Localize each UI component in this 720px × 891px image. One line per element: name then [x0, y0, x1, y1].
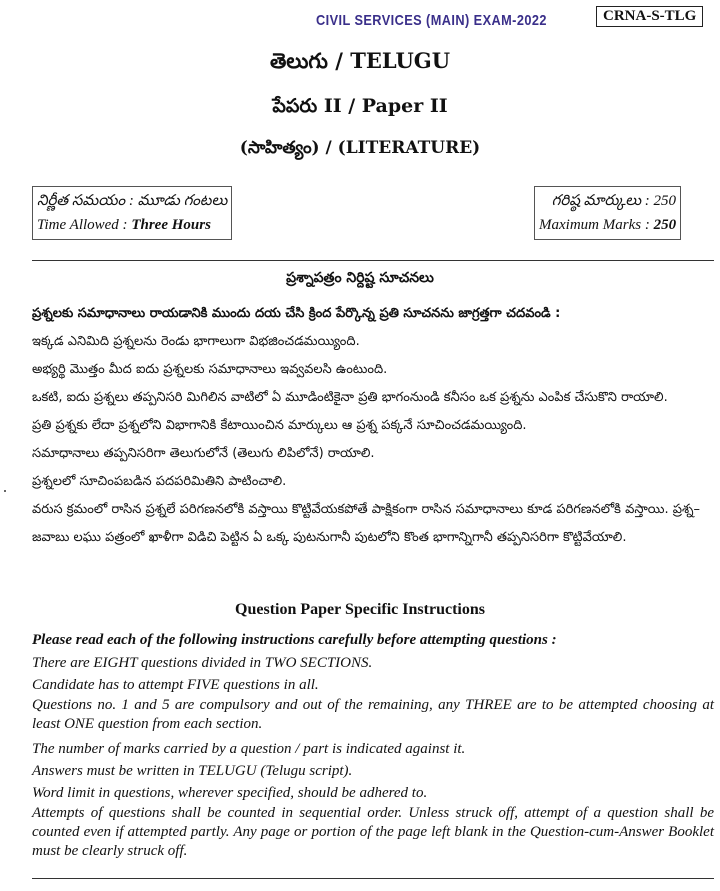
english-instruction: Attempts of questions shall be counted in sequential order. Unless struck off, attempt of a question shall be counted even if attempted partly. Any page or portion of the page left blank in the Question-cum-Answer Booklet must be clearly struck off.	[32, 805, 714, 859]
english-instructions-title: Question Paper Specific Instructions	[235, 601, 485, 618]
scan-speck	[4, 490, 6, 492]
telugu-instruction: ప్రతి ప్రశ్నకు లేదా ప్రశ్నలోని విభాగానికి కేటాయించిన మార్కులు ఆ ప్రశ్న పక్కనే సూచించడమయ్యింది.	[32, 418, 527, 433]
telugu-instruction: ఒకటి, ఐదు ప్రశ్నలు తప్పనిసరి మిగిలిన వాటిలో ఏ మూడింటికైనా ప్రతి భాగంనుండి కనీసం ఒక ప్రశ్నను ఎంపిక చేసుకొని రాయాలి.	[32, 390, 668, 405]
telugu-instruction: సమాధానాలు తప్పనిసరిగా తెలుగులోనే (తెలుగు లిపిలోనే) రాయాలి.	[32, 446, 375, 461]
page-title: తెలుగు / TELUGU	[269, 48, 451, 73]
paper-number: పేపరు II / Paper II	[272, 95, 448, 117]
telugu-instruction: వరుస క్రమంలో రాసిన ప్రశ్నలే పరిగణనలోకి వస్తాయి కొట్టివేయకపోతే పాక్షికంగా రాసిన సమాధానాలు కూడ పరిగణనలోకి వస్తాయి. ప్రశ్న–జవాబు లఘు పత్రంలో ఖాళీగా విడిచి పెట్టిన ఏ ఒక్క పుటనుగానీ పుటలోని కొంత భాగాన్నిగానీ తప్పనిసరిగా కొట్టివేయాలి.	[32, 502, 700, 545]
time-allowed-box	[32, 186, 232, 240]
english-instruction: There are EIGHT questions divided in TWO SECTIONS.	[32, 655, 373, 671]
telugu-instruction: ఇక్కడ ఎనిమిది ప్రశ్నలను రెండు భాగాలుగా విభజించడమయ్యింది.	[32, 334, 360, 349]
telugu-instruction: అభ్యర్థి మొత్తం మీద ఐదు ప్రశ్నలకు సమాధానాలు ఇవ్వవలసి ఉంటుంది.	[32, 362, 388, 377]
paper-subject: (సాహిత్యం) / (LITERATURE)	[239, 138, 481, 158]
english-instruction: Word limit in questions, wherever specified, should be adhered to.	[32, 785, 428, 801]
maximum-marks-box	[534, 186, 681, 240]
english-instruction: The number of marks carried by a question / part is indicated against it.	[32, 741, 466, 757]
exam-stamp: CIVIL SERVICES (MAIN) EXAM-2022	[316, 12, 547, 29]
maximum-marks-english: Maximum Marks : 250	[539, 217, 677, 233]
paper-code: CRNA-S-TLG	[596, 6, 703, 27]
english-instruction: Candidate has to attempt FIVE questions in all.	[32, 677, 319, 693]
telugu-instruction: ప్రశ్నలలో సూచింపబడిన పదపరిమితిని పాటించాలి.	[32, 474, 287, 489]
time-allowed-english: Time Allowed : Three Hours	[37, 217, 211, 233]
english-instruction: Questions no. 1 and 5 are compulsory and out of the remaining, any THREE are to be attempted choosing at least ONE question from each section.	[32, 697, 714, 732]
telugu-instructions	[32, 300, 716, 552]
divider-bottom	[32, 878, 714, 879]
maximum-marks-telugu: గరిష్ఠ మార్కులు : 250	[551, 193, 677, 209]
time-allowed-telugu: నిర్ణీత సమయం : మూడు గంటలు	[37, 193, 228, 209]
english-instructions	[32, 628, 714, 861]
divider-top	[32, 260, 714, 261]
english-instruction-lead: Please read each of the following instructions carefully before attempting questions :	[32, 632, 557, 648]
telugu-instructions-title: ప్రశ్నాపత్రం నిర్దిష్ట సూచనలు	[286, 270, 434, 286]
english-instruction: Answers must be written in TELUGU (Telugu script).	[32, 763, 353, 779]
telugu-instruction-lead: ప్రశ్నలకు సమాధానాలు రాయడానికి ముందు దయ చేసి క్రింద పేర్కొన్న ప్రతి సూచనను జాగ్రత్తగా చదవండి :	[32, 306, 561, 321]
